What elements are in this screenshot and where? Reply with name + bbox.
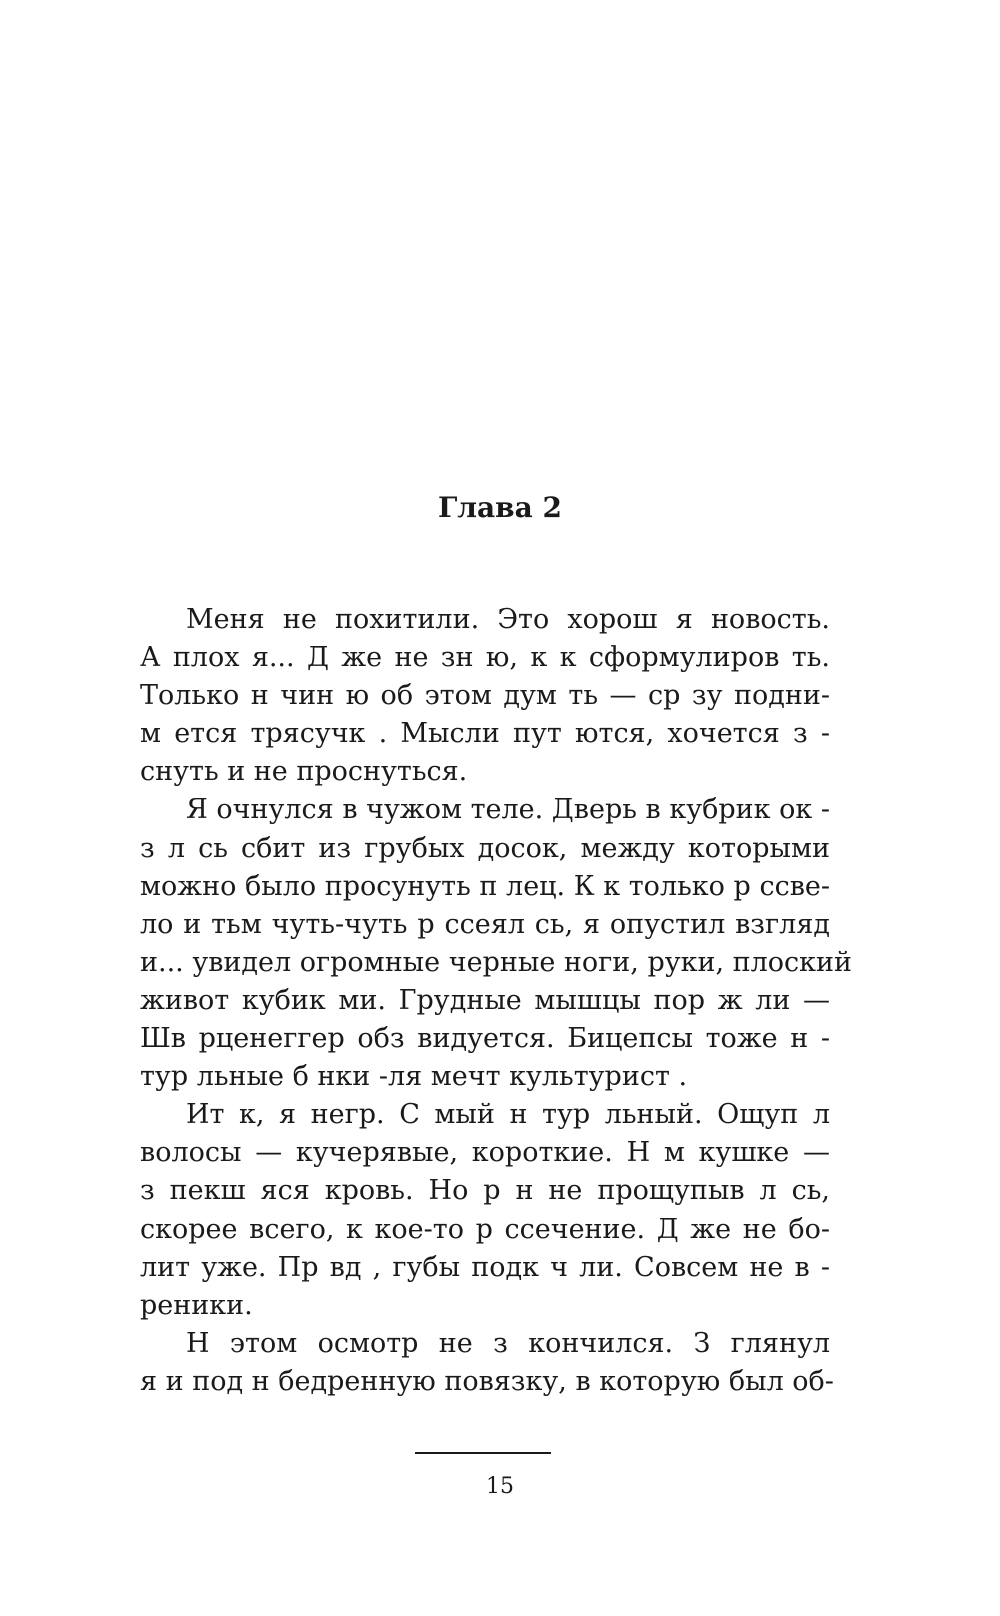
text-line: Меня не похитили. Это хорош я новость. <box>186 604 830 635</box>
text-line: з пекш яся кровь. Но р н не прощупыв л сь, <box>140 1175 830 1207</box>
text-line: Я очнулся в чужом теле. Дверь в кубрик ок - <box>186 794 830 826</box>
text-line: ло и тьм чуть-чуть р ссеял сь, я опустил взгляд <box>140 908 830 940</box>
text-line: Шв рценеггер обз видуется. Бицепсы тоже н - <box>140 1023 830 1055</box>
text-line: живот кубик ми. Грудные мышцы пор ж ли — <box>140 984 830 1016</box>
text-line: А плох я... Д же не зн ю, к к сформулиров ть. <box>140 642 830 674</box>
text-line: лит уже. Пр вд , губы подк ч ли. Совсем не в - <box>140 1251 830 1283</box>
body-text <box>140 601 853 1401</box>
text-line: Только н чин ю об этом дум ть — ср зу подни- <box>140 680 830 712</box>
chapter-title: Глава 2 <box>437 491 563 524</box>
text-line: Н этом осмотр не з кончился. З глянул <box>186 1327 830 1359</box>
text-line: снуть и не проснуться. <box>140 756 468 788</box>
text-line: тур льные б нки -ля мечт культурист . <box>140 1061 688 1093</box>
text-line: з л сь сбит из грубых досок, между которыми <box>140 832 830 864</box>
page-number: 15 <box>486 1474 514 1499</box>
footer-rule <box>415 1452 551 1454</box>
text-line: волосы — кучерявые, короткие. Н м кушке — <box>140 1137 830 1169</box>
text-line: Ит к, я негр. С мый н тур льный. Ощуп л <box>186 1099 830 1131</box>
text-line: реники. <box>140 1289 253 1321</box>
text-line: и... увидел огромные черные ноги, руки, плоский <box>140 946 853 978</box>
text-line: м ется трясучк . Мысли пут ются, хочется з - <box>140 718 830 750</box>
text-line: можно было просунуть п лец. К к только р ссве- <box>140 870 830 902</box>
text-line: скорее всего, к кое-то р ссечение. Д же не бо- <box>140 1213 830 1245</box>
text-line: я и под н бедренную повязку, в которую был об- <box>140 1365 834 1397</box>
